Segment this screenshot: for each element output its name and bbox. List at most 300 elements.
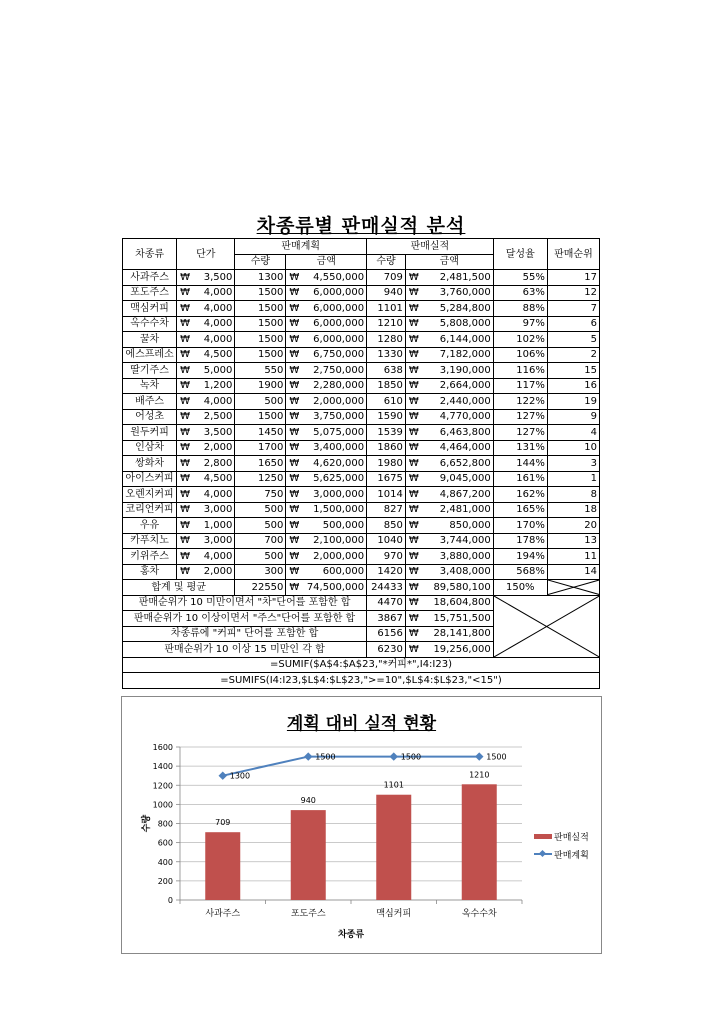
cell-currency: ₩ — [405, 487, 420, 503]
cell-currency: ₩ — [405, 549, 420, 565]
cell-price: 5,000 — [192, 363, 235, 379]
table-row — [123, 471, 600, 487]
cell-actual-amount: 3,408,000 — [421, 564, 494, 580]
cell-currency: ₩ — [177, 270, 192, 286]
cell-price: 4,000 — [192, 487, 235, 503]
legend-item — [534, 827, 589, 845]
empty-crossed-block — [493, 595, 599, 657]
cell-plan-amount: 6,000,000 — [301, 316, 366, 332]
cell-currency: ₩ — [286, 270, 301, 286]
header-rank: 판매순위 — [547, 239, 599, 270]
cell-currency: ₩ — [286, 502, 301, 518]
cell-plan-amount: 5,075,000 — [301, 425, 366, 441]
cell-currency: ₩ — [286, 316, 301, 332]
cell-rank: 14 — [547, 564, 599, 580]
cell-currency: ₩ — [177, 363, 192, 379]
cell-rank: 1 — [547, 471, 599, 487]
line-marker — [304, 752, 312, 760]
cell-plan-amount: 2,750,000 — [301, 363, 366, 379]
cell-actual-qty: 1850 — [367, 378, 406, 394]
cell-currency: ₩ — [405, 642, 420, 658]
line-data-label: 1500 — [400, 752, 422, 762]
summary-row — [123, 595, 600, 611]
cell-price: 4,000 — [192, 332, 235, 348]
cell-type: 홍차 — [123, 564, 177, 580]
total-label: 합계 및 평균 — [123, 580, 235, 596]
cell-rate: 144% — [493, 456, 547, 472]
cell-type: 아이스커피 — [123, 471, 177, 487]
x-axis-title: 차종류 — [337, 930, 365, 940]
cell-price: 3,500 — [192, 425, 235, 441]
total-actual-qty: 24433 — [367, 580, 406, 596]
cell-currency: ₩ — [177, 316, 192, 332]
header-row-1 — [123, 239, 600, 255]
cell-actual-amount: 6,652,800 — [421, 456, 494, 472]
bar-data-label: 1101 — [383, 780, 404, 790]
cell-rate: 131% — [493, 440, 547, 456]
table-row — [123, 394, 600, 410]
bar-data-label: 709 — [215, 818, 231, 828]
cell-price: 2,000 — [192, 564, 235, 580]
cell-actual-qty: 1040 — [367, 533, 406, 549]
formula-row — [123, 673, 600, 689]
cell-actual-amount: 2,481,500 — [421, 270, 494, 286]
cell-actual-qty: 1330 — [367, 347, 406, 363]
cell-currency: ₩ — [405, 316, 420, 332]
table-row — [123, 564, 600, 580]
header-actual: 판매실적 — [367, 239, 494, 255]
bar — [205, 832, 240, 900]
cell-rank: 8 — [547, 487, 599, 503]
cell-plan-amount: 4,620,000 — [301, 456, 366, 472]
cell-currency: ₩ — [405, 533, 420, 549]
cell-rate: 127% — [493, 425, 547, 441]
cell-currency: ₩ — [286, 332, 301, 348]
cell-type: 우유 — [123, 518, 177, 534]
cell-rate: 106% — [493, 347, 547, 363]
cell-plan-amount: 6,750,000 — [301, 347, 366, 363]
formula-text: =SUMIF($A$4:$A$23,"*커피*",I4:I23) — [123, 657, 600, 673]
cell-currency: ₩ — [286, 440, 301, 456]
cell-actual-qty: 970 — [367, 549, 406, 565]
total-plan-amount: 74,500,000 — [301, 580, 366, 596]
cell-price: 4,000 — [192, 316, 235, 332]
cell-actual-amount: 2,481,000 — [421, 502, 494, 518]
cell-actual-qty: 827 — [367, 502, 406, 518]
cell-actual-amount: 3,744,000 — [421, 533, 494, 549]
cell-actual-qty: 638 — [367, 363, 406, 379]
header-type: 차종류 — [123, 239, 177, 270]
table-row — [123, 502, 600, 518]
header-price: 단가 — [177, 239, 235, 270]
cell-price: 3,000 — [192, 502, 235, 518]
x-tick-label: 옥수수차 — [461, 909, 497, 919]
cell-plan-qty: 1250 — [235, 471, 286, 487]
summary-qty: 6156 — [367, 626, 406, 642]
table-row — [123, 533, 600, 549]
cell-rate: 97% — [493, 316, 547, 332]
total-plan-qty: 22550 — [235, 580, 286, 596]
line-data-label: 1300 — [229, 771, 251, 781]
cell-type: 오렌지커피 — [123, 487, 177, 503]
table-row — [123, 425, 600, 441]
line-marker — [390, 752, 398, 760]
cell-type: 원두커피 — [123, 425, 177, 441]
cell-type: 옥수수차 — [123, 316, 177, 332]
y-tick-label: 1200 — [152, 781, 173, 791]
line-data-label: 1500 — [315, 752, 336, 762]
bar — [376, 795, 411, 900]
table-row — [123, 363, 600, 379]
cell-rate: 165% — [493, 502, 547, 518]
cell-currency: ₩ — [177, 518, 192, 534]
line-data-label: 1500 — [486, 752, 507, 762]
cell-actual-amount: 6,463,800 — [421, 425, 494, 441]
summary-label: 판매순위가 10 이상이면서 "주스"단어를 포함한 합 — [123, 611, 367, 627]
cell-price: 3,000 — [192, 533, 235, 549]
cell-actual-amount: 6,144,000 — [421, 332, 494, 348]
total-actual-amount: 89,580,100 — [421, 580, 494, 596]
cell-plan-qty: 500 — [235, 518, 286, 534]
cell-currency: ₩ — [405, 378, 420, 394]
cell-plan-qty: 1450 — [235, 425, 286, 441]
cell-type: 키위주스 — [123, 549, 177, 565]
cell-plan-qty: 500 — [235, 394, 286, 410]
cell-currency: ₩ — [405, 301, 420, 317]
cell-plan-amount: 6,000,000 — [301, 301, 366, 317]
cell-actual-amount: 3,880,000 — [421, 549, 494, 565]
formula-text: =SUMIFS(I4:I23,$L$4:$L$23,">=10",$L$4:$L$23,"<15") — [123, 673, 600, 689]
y-tick-label: 0 — [167, 896, 173, 905]
bar — [462, 784, 497, 900]
cell-price: 1,000 — [192, 518, 235, 534]
cell-type: 꿀차 — [123, 332, 177, 348]
y-tick-label: 600 — [157, 838, 173, 848]
cell-actual-amount: 2,440,000 — [421, 394, 494, 410]
cell-currency: ₩ — [405, 580, 420, 596]
cell-actual-qty: 1539 — [367, 425, 406, 441]
cell-actual-amount: 2,664,000 — [421, 378, 494, 394]
cell-plan-amount: 2,000,000 — [301, 394, 366, 410]
chart-panel — [121, 696, 602, 954]
summary-label: 판매순위가 10 미만이면서 "차"단어를 포함한 합 — [123, 595, 367, 611]
cell-rate: 117% — [493, 378, 547, 394]
cell-actual-qty: 1590 — [367, 409, 406, 425]
x-tick-label: 포도주스 — [290, 909, 326, 919]
cell-rank: 13 — [547, 533, 599, 549]
cell-type: 어성초 — [123, 409, 177, 425]
cell-rate: 194% — [493, 549, 547, 565]
cell-currency: ₩ — [405, 332, 420, 348]
cell-plan-qty: 1650 — [235, 456, 286, 472]
cell-rank: 5 — [547, 332, 599, 348]
table-row — [123, 518, 600, 534]
cell-actual-amount: 3,760,000 — [421, 285, 494, 301]
cell-rate: 102% — [493, 332, 547, 348]
line-marker — [475, 752, 483, 760]
formula-row — [123, 657, 600, 673]
legend-label: 판매실적 — [554, 832, 589, 843]
cell-actual-amount: 9,045,000 — [421, 471, 494, 487]
cell-currency: ₩ — [286, 487, 301, 503]
cell-currency: ₩ — [286, 471, 301, 487]
cell-price: 2,000 — [192, 440, 235, 456]
cell-actual-amount: 7,182,000 — [421, 347, 494, 363]
cell-plan-qty: 1500 — [235, 301, 286, 317]
cell-currency: ₩ — [405, 347, 420, 363]
cell-plan-amount: 6,000,000 — [301, 285, 366, 301]
line-marker — [219, 771, 227, 779]
table-row — [123, 487, 600, 503]
table-row — [123, 301, 600, 317]
cell-price: 4,000 — [192, 549, 235, 565]
cell-actual-amount: 4,867,200 — [421, 487, 494, 503]
cell-plan-qty: 1300 — [235, 270, 286, 286]
y-axis-title: 수량 — [142, 814, 152, 833]
header-plan-qty: 수량 — [235, 254, 286, 270]
cell-rate: 170% — [493, 518, 547, 534]
cell-plan-amount: 3,400,000 — [301, 440, 366, 456]
cell-rate: 568% — [493, 564, 547, 580]
cell-actual-qty: 709 — [367, 270, 406, 286]
cell-rank: 15 — [547, 363, 599, 379]
cell-price: 4,500 — [192, 347, 235, 363]
cell-rate: 162% — [493, 487, 547, 503]
cell-type: 코리언커피 — [123, 502, 177, 518]
cell-price: 2,800 — [192, 456, 235, 472]
legend-swatch-line — [534, 853, 552, 855]
legend-marker — [539, 850, 546, 857]
cell-actual-qty: 1420 — [367, 564, 406, 580]
cell-plan-qty: 700 — [235, 533, 286, 549]
cell-currency: ₩ — [405, 409, 420, 425]
cell-rate: 63% — [493, 285, 547, 301]
cell-plan-qty: 1500 — [235, 347, 286, 363]
cell-currency: ₩ — [177, 564, 192, 580]
summary-label: 판매순위가 10 이상 15 미만인 각 합 — [123, 642, 367, 658]
cell-rank: 16 — [547, 378, 599, 394]
cell-rank: 19 — [547, 394, 599, 410]
cell-plan-amount: 1,500,000 — [301, 502, 366, 518]
cell-rank: 2 — [547, 347, 599, 363]
cell-currency: ₩ — [405, 518, 420, 534]
table-row — [123, 285, 600, 301]
summary-amount: 15,751,500 — [421, 611, 494, 627]
cell-plan-qty: 1500 — [235, 332, 286, 348]
cell-currency: ₩ — [177, 425, 192, 441]
cell-rank: 17 — [547, 270, 599, 286]
chart-title: 계획 대비 실적 현황 — [286, 714, 437, 734]
y-tick-label: 800 — [157, 819, 173, 829]
cell-actual-qty: 1980 — [367, 456, 406, 472]
table-row — [123, 316, 600, 332]
cell-currency: ₩ — [405, 564, 420, 580]
cell-rate: 127% — [493, 409, 547, 425]
cell-currency: ₩ — [405, 394, 420, 410]
cell-actual-qty: 1675 — [367, 471, 406, 487]
cell-actual-qty: 1101 — [367, 301, 406, 317]
cell-plan-qty: 300 — [235, 564, 286, 580]
cell-type: 딸기주스 — [123, 363, 177, 379]
cell-type: 에스프레소 — [123, 347, 177, 363]
empty-crossed-cell — [547, 580, 599, 596]
table-row — [123, 378, 600, 394]
cell-rank: 10 — [547, 440, 599, 456]
cell-rank: 7 — [547, 301, 599, 317]
cell-currency: ₩ — [405, 270, 420, 286]
x-tick-label: 사과주스 — [205, 909, 241, 919]
chart-canvas — [122, 697, 601, 953]
cell-actual-qty: 1860 — [367, 440, 406, 456]
cell-price: 4,000 — [192, 394, 235, 410]
cell-currency: ₩ — [177, 285, 192, 301]
cell-rank: 9 — [547, 409, 599, 425]
cell-rate: 178% — [493, 533, 547, 549]
cell-currency: ₩ — [286, 518, 301, 534]
header-actual-amount: 금액 — [405, 254, 493, 270]
cell-rate: 116% — [493, 363, 547, 379]
cell-actual-qty: 940 — [367, 285, 406, 301]
cell-actual-amount: 3,190,000 — [421, 363, 494, 379]
cell-plan-qty: 500 — [235, 502, 286, 518]
cell-currency: ₩ — [286, 580, 301, 596]
table-row — [123, 440, 600, 456]
cell-currency: ₩ — [405, 595, 420, 611]
header-plan: 판매계획 — [235, 239, 367, 255]
cell-plan-amount: 3,000,000 — [301, 487, 366, 503]
legend-label: 판매계획 — [554, 850, 589, 861]
cell-plan-amount: 5,625,000 — [301, 471, 366, 487]
cell-actual-qty: 850 — [367, 518, 406, 534]
cell-currency: ₩ — [177, 502, 192, 518]
y-tick-label: 1000 — [152, 800, 173, 810]
cell-rank: 4 — [547, 425, 599, 441]
cell-currency: ₩ — [405, 425, 420, 441]
cell-currency: ₩ — [286, 301, 301, 317]
cell-currency: ₩ — [405, 440, 420, 456]
cell-currency: ₩ — [177, 471, 192, 487]
cell-currency: ₩ — [177, 549, 192, 565]
cell-actual-amount: 4,770,000 — [421, 409, 494, 425]
cell-rank: 6 — [547, 316, 599, 332]
cell-plan-qty: 750 — [235, 487, 286, 503]
cell-currency: ₩ — [177, 456, 192, 472]
cell-plan-qty: 1500 — [235, 409, 286, 425]
cell-plan-qty: 500 — [235, 549, 286, 565]
cell-type: 쌍화차 — [123, 456, 177, 472]
cell-rank: 20 — [547, 518, 599, 534]
cell-currency: ₩ — [405, 611, 420, 627]
cell-currency: ₩ — [177, 301, 192, 317]
cell-currency: ₩ — [405, 363, 420, 379]
cell-currency: ₩ — [177, 394, 192, 410]
cell-actual-amount: 850,000 — [421, 518, 494, 534]
table-row — [123, 347, 600, 363]
chart-legend — [534, 827, 589, 863]
summary-qty: 6230 — [367, 642, 406, 658]
table-row — [123, 270, 600, 286]
legend-swatch-bar — [534, 834, 552, 839]
header-plan-amount: 금액 — [286, 254, 367, 270]
sales-table — [122, 238, 600, 689]
cell-type: 사과주스 — [123, 270, 177, 286]
cell-currency: ₩ — [286, 549, 301, 565]
cell-type: 카푸치노 — [123, 533, 177, 549]
y-tick-label: 1600 — [152, 743, 173, 752]
cell-currency: ₩ — [177, 409, 192, 425]
cell-type: 배주스 — [123, 394, 177, 410]
cell-currency: ₩ — [405, 285, 420, 301]
bar — [291, 810, 326, 900]
sheet-title: 차종류별 판매실적 분석 — [256, 215, 466, 237]
cell-plan-amount: 600,000 — [301, 564, 366, 580]
table-row — [123, 409, 600, 425]
cell-type: 녹차 — [123, 378, 177, 394]
cell-type: 맥심커피 — [123, 301, 177, 317]
bar-data-label: 940 — [300, 796, 316, 806]
cell-currency: ₩ — [405, 456, 420, 472]
cell-plan-qty: 1900 — [235, 378, 286, 394]
cell-type: 인삼차 — [123, 440, 177, 456]
cell-type: 포도주스 — [123, 285, 177, 301]
cell-plan-qty: 1500 — [235, 285, 286, 301]
cell-currency: ₩ — [286, 285, 301, 301]
total-rate: 150% — [493, 580, 547, 596]
y-tick-label: 400 — [157, 857, 173, 867]
cell-currency: ₩ — [286, 456, 301, 472]
cell-plan-amount: 2,280,000 — [301, 378, 366, 394]
cell-price: 4,000 — [192, 301, 235, 317]
cell-price: 3,500 — [192, 270, 235, 286]
summary-amount: 18,604,800 — [421, 595, 494, 611]
cell-currency: ₩ — [177, 487, 192, 503]
cell-currency: ₩ — [286, 363, 301, 379]
header-rate: 달성율 — [493, 239, 547, 270]
cell-currency: ₩ — [286, 347, 301, 363]
cell-rate: 55% — [493, 270, 547, 286]
cell-plan-qty: 1500 — [235, 316, 286, 332]
cell-currency: ₩ — [286, 564, 301, 580]
cell-plan-qty: 1700 — [235, 440, 286, 456]
y-tick-label: 1400 — [152, 762, 173, 772]
cell-price: 4,000 — [192, 285, 235, 301]
table-row — [123, 332, 600, 348]
cell-price: 2,500 — [192, 409, 235, 425]
cell-plan-qty: 550 — [235, 363, 286, 379]
table-row — [123, 456, 600, 472]
cell-actual-qty: 1280 — [367, 332, 406, 348]
cell-currency: ₩ — [177, 440, 192, 456]
cell-rank: 18 — [547, 502, 599, 518]
cell-rate: 122% — [493, 394, 547, 410]
cell-rank: 3 — [547, 456, 599, 472]
cell-rate: 88% — [493, 301, 547, 317]
cell-currency: ₩ — [286, 425, 301, 441]
cell-price: 4,500 — [192, 471, 235, 487]
cell-currency: ₩ — [286, 533, 301, 549]
x-tick-label: 맥심커피 — [376, 909, 412, 919]
summary-amount: 19,256,000 — [421, 642, 494, 658]
cell-plan-amount: 2,000,000 — [301, 549, 366, 565]
total-row — [123, 580, 600, 596]
cell-actual-qty: 610 — [367, 394, 406, 410]
cell-actual-qty: 1210 — [367, 316, 406, 332]
cell-currency: ₩ — [177, 533, 192, 549]
cell-plan-amount: 2,100,000 — [301, 533, 366, 549]
cell-actual-amount: 4,464,000 — [421, 440, 494, 456]
cell-rank: 11 — [547, 549, 599, 565]
cell-rank: 12 — [547, 285, 599, 301]
